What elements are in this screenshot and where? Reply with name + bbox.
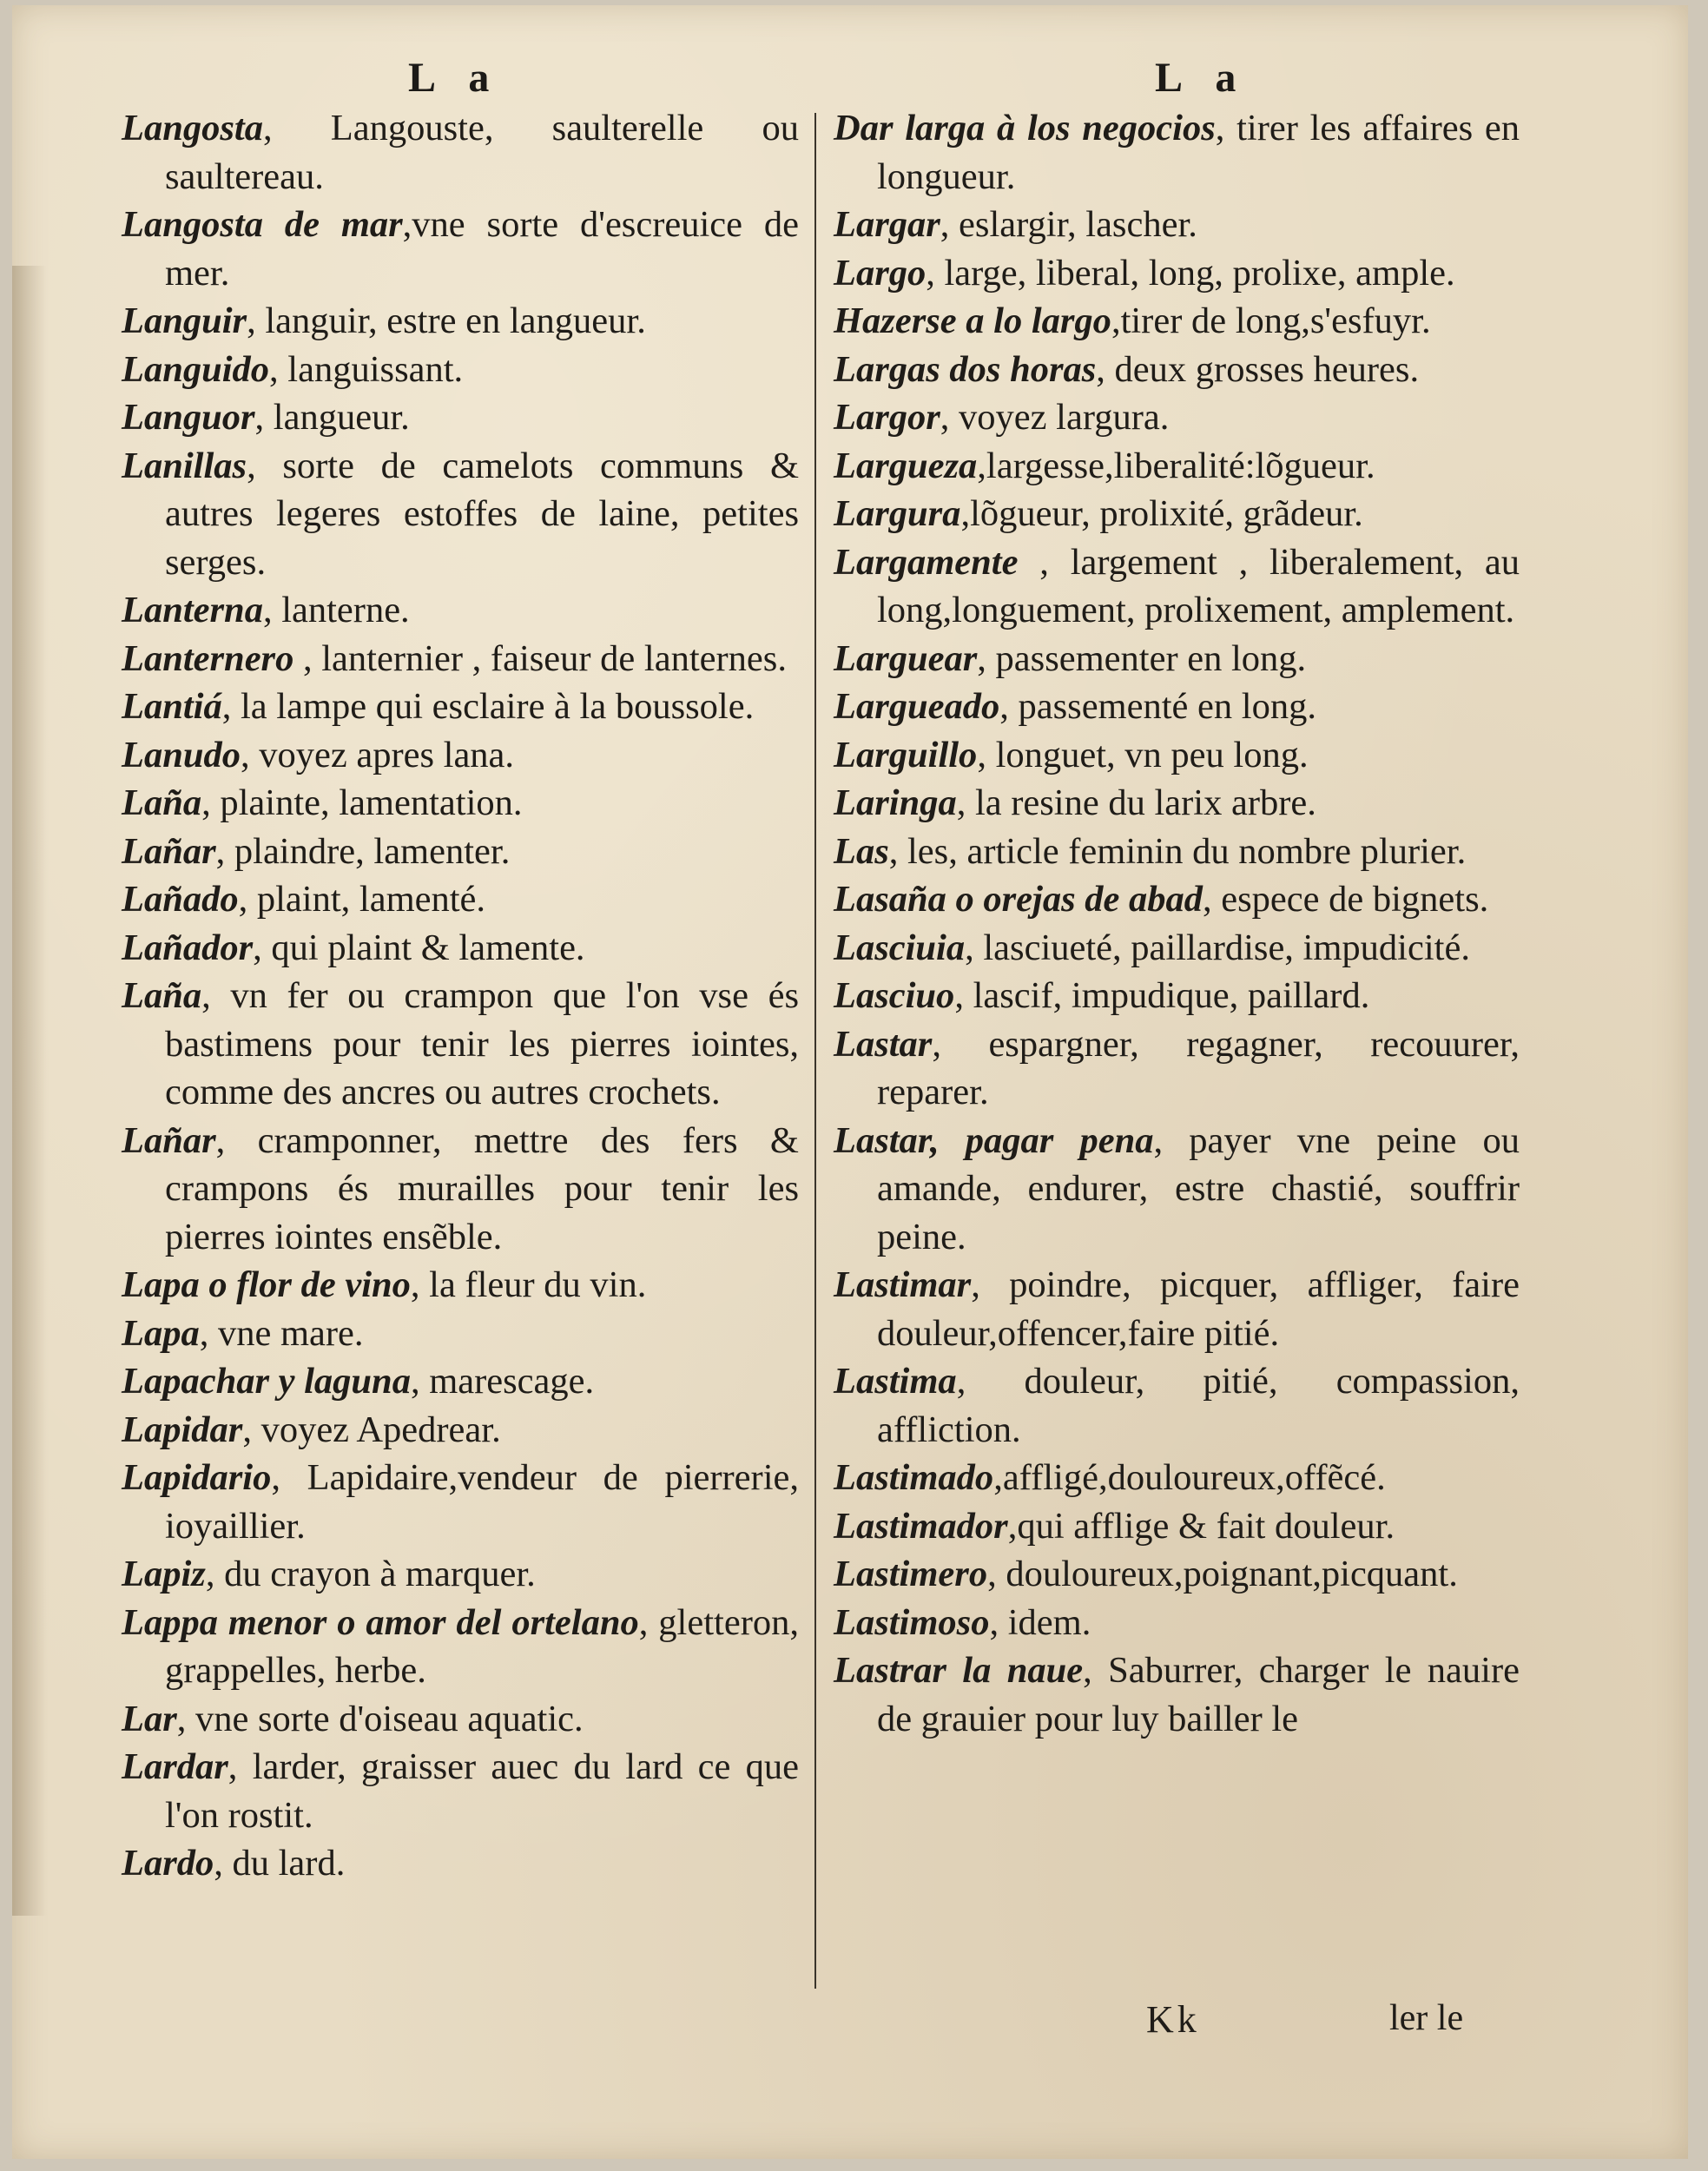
entry-definition: , sorte de camelots communs & autres legeres estoffes de laine, petites serges. [165,445,799,583]
entry-definition: ,lõgueur, prolixité, grãdeur. [960,493,1363,534]
dictionary-entry [122,1599,799,1695]
entry-headword: Languor [122,397,255,438]
entry-headword: Laña [122,975,202,1016]
entry-headword: Hazerse a lo largo [834,300,1111,341]
dictionary-entry [834,442,1520,491]
dictionary-entry [834,1454,1520,1502]
column-divider [814,113,816,1989]
dictionary-entry [122,1695,799,1744]
dictionary-entry [122,924,799,973]
entry-headword: Lastimero [834,1554,988,1594]
entry-headword: Lastima [834,1361,957,1402]
entry-definition: , passementer en long. [977,637,1307,679]
entry-definition: , larder, graisser auec du lard ce que l'on rostit. [165,1746,799,1836]
entry-definition: ,vne sorte d'escreuice de mer. [165,204,799,294]
entry-headword: Lastimar [834,1264,972,1305]
entry-headword: Largas dos horas [834,348,1097,390]
entry-definition: , lanternier , faiseur de lanternes. [293,637,787,679]
entry-definition: , vne sorte d'oiseau aquatic. [176,1698,584,1739]
entry-definition: , large, liberal, long, prolixe, ample. [926,252,1455,294]
entry-headword: Lapidario [122,1457,272,1498]
running-header-right: L a [1155,55,1249,101]
entry-definition: , payer vne peine ou amande, endurer, estre chastié, souffrir peine. [877,1119,1520,1257]
entry-definition: , deux grosses heures. [1096,348,1420,390]
entry-headword: Dar larga à los negocios [834,108,1216,148]
entry-headword: Largamente [834,541,1019,583]
entry-headword: Larguear [834,637,978,679]
right-column [834,104,1520,1743]
entry-headword: Lastimoso [834,1601,990,1643]
dictionary-entry [834,1502,1520,1551]
dictionary-entry [122,1310,799,1358]
entry-headword: Lasciuia [834,927,966,968]
dictionary-entry [834,1261,1520,1357]
entry-headword: Lastimador [834,1505,1008,1547]
dictionary-entry [834,875,1520,924]
dictionary-entry [122,731,799,780]
entry-definition: , voyez apres lana. [240,734,515,775]
dictionary-entry [834,972,1520,1020]
running-header-left: L a [408,55,502,101]
entry-headword: Lapiz [122,1554,206,1594]
dictionary-entry [834,1646,1520,1743]
entry-headword: Largar [834,204,940,245]
binding-gutter [12,266,47,1916]
entry-headword: Lañar [122,830,216,872]
entry-definition: , cramponner, mettre des fers & crampons és murailles pour tenir les pierres iointes ensẽble. [165,1119,799,1257]
entry-headword: Larguillo [834,734,978,775]
entry-definition: , largement , liberalement, au long,longuement, prolixement, amplement. [877,541,1520,630]
entry-headword: Lañador [122,927,254,968]
dictionary-entry [122,1406,799,1455]
entry-headword: Lanillas [122,445,247,486]
entry-headword: Largura [834,493,961,534]
dictionary-entry [834,731,1520,780]
dictionary-entry [122,586,799,635]
dictionary-entry [834,828,1520,876]
entry-definition: , plaindre, lamenter. [215,830,511,872]
entry-definition: ,largesse,liberalité:lõgueur. [977,445,1375,486]
dictionary-entry [834,1020,1520,1117]
entry-definition: , espargner, regagner, recouurer, reparer. [877,1023,1520,1112]
entry-definition: , plaint, lamenté. [238,879,486,920]
entry-definition: , languissant. [269,348,464,390]
entry-definition: , douloureux,poignant,picquant. [987,1554,1458,1594]
entry-definition: , Saburrer, charger le nauire de grauier pour luy bailler le [877,1650,1520,1739]
entry-definition: ,qui afflige & fait douleur. [1007,1505,1395,1547]
entry-definition: ,affligé,douloureux,offẽcé. [993,1457,1386,1498]
entry-definition: , lasciueté, paillardise, impudicité. [965,927,1470,968]
dictionary-entry [122,1357,799,1406]
entry-headword: Lapa o flor de vino [122,1264,411,1305]
entry-headword: Largor [834,397,940,438]
entry-headword: Languido [122,348,270,390]
left-column [122,104,799,1888]
entry-headword: Lardo [122,1843,214,1884]
dictionary-entry [122,635,799,683]
entry-headword: Largo [834,252,927,294]
entry-headword: Lañar [122,1119,216,1161]
entry-headword: Lapa [122,1312,200,1354]
entry-definition: , Langouste, saulterelle ou saultereau. [165,108,799,197]
dictionary-entry [122,683,799,731]
catchword: ler le [1389,1998,1464,2038]
entry-definition: , passementé en long. [999,686,1316,727]
entry-headword: Lappa menor o amor del ortelano [122,1601,639,1643]
dictionary-entry [834,1117,1520,1262]
dictionary-entry [122,972,799,1117]
entry-headword: Lapachar y laguna [122,1361,411,1402]
entry-headword: Largueza [834,445,978,486]
entry-definition: , du lard. [214,1843,346,1884]
entry-definition: , Lapidaire,vendeur de pierrerie, ioyaillier. [165,1457,799,1547]
dictionary-entry [122,1261,799,1310]
dictionary-entry [122,1839,799,1888]
entry-headword: Laña [122,782,202,823]
dictionary-entry [122,1743,799,1839]
dictionary-entry [834,924,1520,973]
entry-definition: , espece de bignets. [1203,879,1489,920]
entry-headword: Lastimado [834,1457,994,1498]
dictionary-entry [122,442,799,587]
entry-headword: Lar [122,1698,177,1739]
entry-definition: , marescage. [410,1361,595,1402]
entry-definition: , tirer les affaires en longueur. [877,108,1520,197]
dictionary-entry [834,249,1520,298]
entry-definition: , lascif, impudique, paillard. [954,975,1370,1016]
dictionary-entry [834,201,1520,249]
entry-definition: , les, article feminin du nombre plurier. [888,830,1467,872]
entry-definition: , longuet, vn peu long. [977,734,1309,775]
entry-headword: Laringa [834,782,957,823]
entry-headword: Lastar [834,1023,933,1065]
dictionary-entry [834,490,1520,538]
dictionary-entry [122,828,799,876]
dictionary-entry [834,104,1520,201]
entry-headword: Lañado [122,879,239,920]
dictionary-entry [834,683,1520,731]
entry-definition: , lanterne. [262,590,410,630]
dictionary-entry [834,1550,1520,1599]
dictionary-entry [834,779,1520,828]
entry-headword: Lastrar la naue [834,1650,1084,1691]
dictionary-entry [834,393,1520,442]
entry-definition: , du crayon à marquer. [205,1554,536,1594]
dictionary-entry [834,297,1520,346]
entry-headword: Lastar, pagar pena [834,1119,1154,1161]
entry-definition: , vn fer ou crampon que l'on vse és bastimens pour tenir les pierres iointes, comme des ancres ou autres crochets. [165,975,799,1112]
entry-definition: , plainte, lamentation. [201,782,523,823]
entry-headword: Lardar [122,1746,228,1787]
entry-definition: , idem. [989,1601,1091,1643]
entry-definition: , poindre, picquer, affliger, faire douleur,offencer,faire pitié. [877,1264,1520,1354]
dictionary-entry [122,393,799,442]
entry-headword: Langosta [122,108,263,148]
entry-definition: ,tirer de long,s'esfuyr. [1111,300,1431,341]
entry-headword: Las [834,830,889,872]
dictionary-entry [122,779,799,828]
entry-headword: Lasaña o orejas de abad [834,879,1203,920]
dictionary-entry [122,875,799,924]
dictionary-entry [834,1357,1520,1454]
entry-definition: , qui plaint & lamente. [253,927,585,968]
entry-definition: , gletteron, grappelles, herbe. [165,1601,799,1691]
dictionary-entry [834,346,1520,394]
dictionary-entry [122,346,799,394]
entry-headword: Lanudo [122,734,241,775]
entry-headword: Lanterna [122,590,263,630]
entry-definition: , eslargir, lascher. [940,204,1197,245]
dictionary-entry [834,538,1520,635]
entry-definition: , la fleur du vin. [410,1264,647,1305]
dictionary-entry [122,1550,799,1599]
entry-definition: , la lampe qui esclaire à la boussole. [221,686,755,727]
dictionary-entry [122,104,799,201]
entry-headword: Lapidar [122,1409,243,1450]
entry-definition: , languir, estre en langueur. [247,300,646,341]
entry-headword: Languir [122,300,247,341]
entry-definition: , vne mare. [199,1312,364,1354]
entry-definition: , la resine du larix arbre. [956,782,1316,823]
dictionary-entry [122,201,799,297]
dictionary-entry [834,1599,1520,1647]
entry-headword: Lantiá [122,686,222,727]
entry-definition: , langueur. [254,397,410,438]
entry-definition: , voyez Apedrear. [242,1409,501,1450]
entry-definition: , voyez largura. [940,397,1170,438]
entry-headword: Largueado [834,686,1000,727]
dictionary-entry [122,1117,799,1262]
dictionary-entry [834,635,1520,683]
signature-mark: Kk [1146,1998,1200,2041]
entry-headword: Langosta de mar [122,204,403,245]
dictionary-entry [122,1454,799,1550]
entry-headword: Lasciuo [834,975,955,1016]
dictionary-entry [122,297,799,346]
entry-headword: Lanternero [122,637,294,679]
entry-definition: , douleur, pitié, compassion, affliction. [877,1361,1520,1450]
